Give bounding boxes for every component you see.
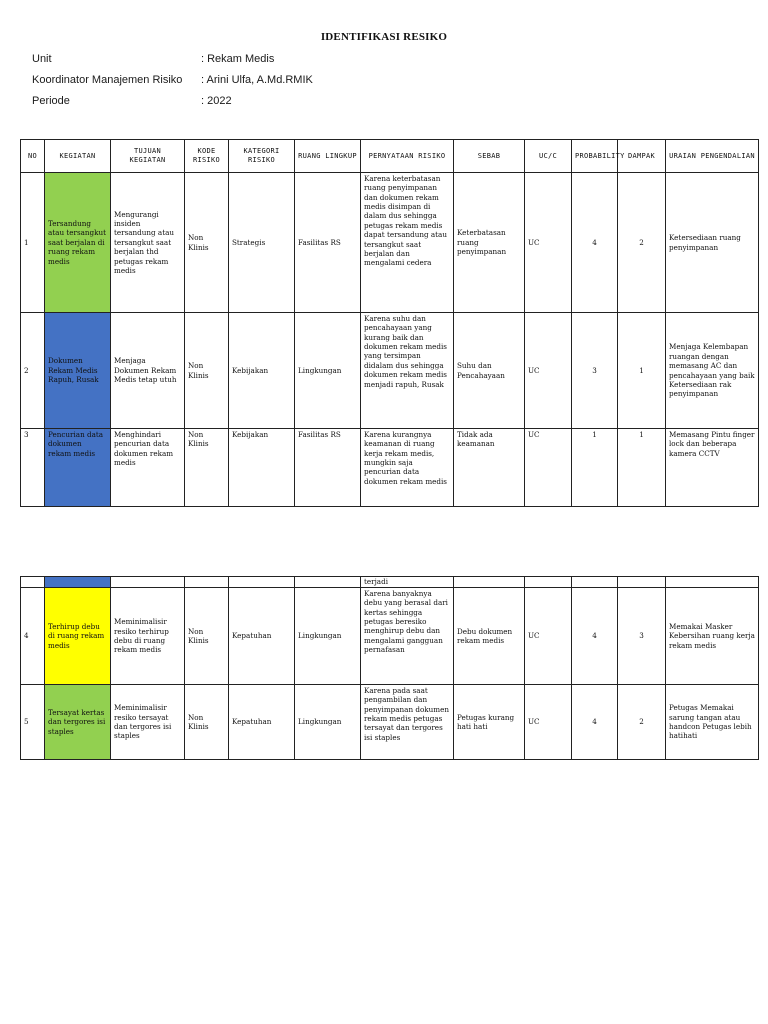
cell-no: 5 xyxy=(21,685,45,760)
cell-ucc: UC xyxy=(525,429,572,507)
cell-ucc: UC xyxy=(525,313,572,429)
col-header: DAMPAK xyxy=(618,140,666,173)
cell-dampak: 1 xyxy=(618,313,666,429)
table-row xyxy=(21,173,759,313)
cell-ucc: UC xyxy=(525,173,572,313)
cell-tujuan: Menghindari pencurian data dokumen rekam medis xyxy=(111,429,185,507)
cell-kegiatan: Tersayat kertas dan tergores isi staples xyxy=(45,685,111,760)
cell-prob: 1 xyxy=(572,429,618,507)
cell-no: 3 xyxy=(21,429,45,507)
cell-uraian: Memakai Masker Kebersihan ruang kerja rekam medis xyxy=(666,588,759,685)
document-title: IDENTIFIKASI RESIKO xyxy=(320,31,448,43)
cell-dampak: 2 xyxy=(618,173,666,313)
risk-table-continued xyxy=(20,576,759,760)
cell-tujuan: Menjaga Dokumen Rekam Medis tetap utuh xyxy=(111,313,185,429)
cell-tujuan: Mengurangi insiden tersandung atau tersangkut saat berjalan thd petugas rekam medis xyxy=(111,173,185,313)
cell-ruang: Fasilitas RS xyxy=(295,429,361,507)
col-header: SEBAB xyxy=(454,140,525,173)
cell-pernyataan: Karena suhu dan pencahayaan yang kurang baik dan dokumen rekam medis yang tersimpan didalam dus sehingga dokumen rekam medis menjadi rapuh, Rusak xyxy=(361,313,454,429)
col-header: KEGIATAN xyxy=(45,140,111,173)
cell-ruang: Fasilitas RS xyxy=(295,173,361,313)
col-header: URAIAN PENGENDALIAN xyxy=(666,140,759,173)
cell-kategori: Kebijakan xyxy=(229,313,295,429)
risk-table xyxy=(20,139,759,507)
col-header: PERNYATAAN RISIKO xyxy=(361,140,454,173)
cell-tujuan: Meminimalisir resiko terhirup debu di ruang rekam medis xyxy=(111,588,185,685)
table-row xyxy=(21,313,759,429)
cell-ucc: UC xyxy=(525,685,572,760)
cell-uraian: Memasang Pintu finger lock dan beberapa kamera CCTV xyxy=(666,429,759,507)
col-header: KODE RISIKO xyxy=(185,140,229,173)
meta-label: Koordinator Manajemen Risiko xyxy=(32,74,183,86)
continuation-row xyxy=(21,577,759,588)
col-header: TUJUAN KEGIATAN xyxy=(111,140,185,173)
cell-kegiatan: Tersandung atau tersangkut saat berjalan di ruang rekam medis xyxy=(45,173,111,313)
cell-prob: 4 xyxy=(572,588,618,685)
cell-dampak: 1 xyxy=(618,429,666,507)
cell-kategori: Kepatuhan xyxy=(229,685,295,760)
cell-kegiatan: Terhirup debu di ruang rekam medis xyxy=(45,588,111,685)
cell-pernyataan: terjadi xyxy=(361,577,454,588)
table-header-row xyxy=(21,140,759,173)
cell-tujuan: Meminimalisir resiko tersayat dan tergores isi staples xyxy=(111,685,185,760)
meta-label: Unit xyxy=(32,53,52,65)
col-header: NO xyxy=(21,140,45,173)
cell-sebab: Petugas kurang hati hati xyxy=(454,685,525,760)
col-header: PROBABILITY xyxy=(572,140,618,173)
cell-kode: Non Klinis xyxy=(185,173,229,313)
cell-pernyataan: Karena pada saat pengambilan dan penyimpanan dokumen rekam medis petugas tersayat dan tergores isi staples xyxy=(361,685,454,760)
table-row xyxy=(21,588,759,685)
cell-kegiatan: Dokumen Rekam Medis Rapuh, Rusak xyxy=(45,313,111,429)
cell-kategori: Kebijakan xyxy=(229,429,295,507)
cell-dampak: 3 xyxy=(618,588,666,685)
meta-value: : Rekam Medis xyxy=(201,53,275,65)
cell-uraian: Petugas Memakai sarung tangan atau handcon Petugas lebih hatihati xyxy=(666,685,759,760)
col-header: RUANG LINGKUP xyxy=(295,140,361,173)
cell-sebab: Keterbatasan ruang penyimpanan xyxy=(454,173,525,313)
cell-pernyataan: Karena banyaknya debu yang berasal dari kertas sehingga petugas beresiko menghirup debu dan mengalami gangguan pernafasan xyxy=(361,588,454,685)
cell-uraian: Menjaga Kelembapan ruangan dengan memasang AC dan pencahayaan yang baik Ketersediaan rak penyimpanan xyxy=(666,313,759,429)
cell-kode: Non Klinis xyxy=(185,685,229,760)
meta-label: Periode xyxy=(32,95,70,107)
cell-kode: Non Klinis xyxy=(185,313,229,429)
cell-kode: Non Klinis xyxy=(185,429,229,507)
cell-ruang: Lingkungan xyxy=(295,588,361,685)
cell-no: 2 xyxy=(21,313,45,429)
cell-kegiatan: Pencurian data dokumen rekam medis xyxy=(45,429,111,507)
cell-uraian: Ketersediaan ruang penyimpanan xyxy=(666,173,759,313)
cell-pernyataan: Karena keterbatasan ruang penyimpanan dan dokumen rekam medis disimpan di dalam dus sehingga petugas rekam medis dapat tersandung atau tersangkut saat berjalan dan mengalami cedera xyxy=(361,173,454,313)
cell-no: 4 xyxy=(21,588,45,685)
cell-kategori: Strategis xyxy=(229,173,295,313)
cell-ucc: UC xyxy=(525,588,572,685)
cell-ruang: Lingkungan xyxy=(295,313,361,429)
cell-sebab: Tidak ada keamanan xyxy=(454,429,525,507)
cell-pernyataan: Karena kurangnya keamanan di ruang kerja rekam medis, mungkin saja pencurian data dokumen rekam medis xyxy=(361,429,454,507)
cell-ruang: Lingkungan xyxy=(295,685,361,760)
table-row xyxy=(21,429,759,507)
col-header: UC/C xyxy=(525,140,572,173)
meta-value: : Arini Ulfa, A.Md.RMIK xyxy=(201,74,313,86)
cell-prob: 4 xyxy=(572,173,618,313)
cell-sebab: Suhu dan Pencahayaan xyxy=(454,313,525,429)
table-row xyxy=(21,685,759,760)
meta-value: : 2022 xyxy=(201,95,232,107)
cell-no: 1 xyxy=(21,173,45,313)
cell-prob: 4 xyxy=(572,685,618,760)
cell-sebab: Debu dokumen rekam medis xyxy=(454,588,525,685)
cell-kategori: Kepatuhan xyxy=(229,588,295,685)
cell-prob: 3 xyxy=(572,313,618,429)
col-header: KATEGORI RISIKO xyxy=(229,140,295,173)
cell-kode: Non Klinis xyxy=(185,588,229,685)
cell-dampak: 2 xyxy=(618,685,666,760)
